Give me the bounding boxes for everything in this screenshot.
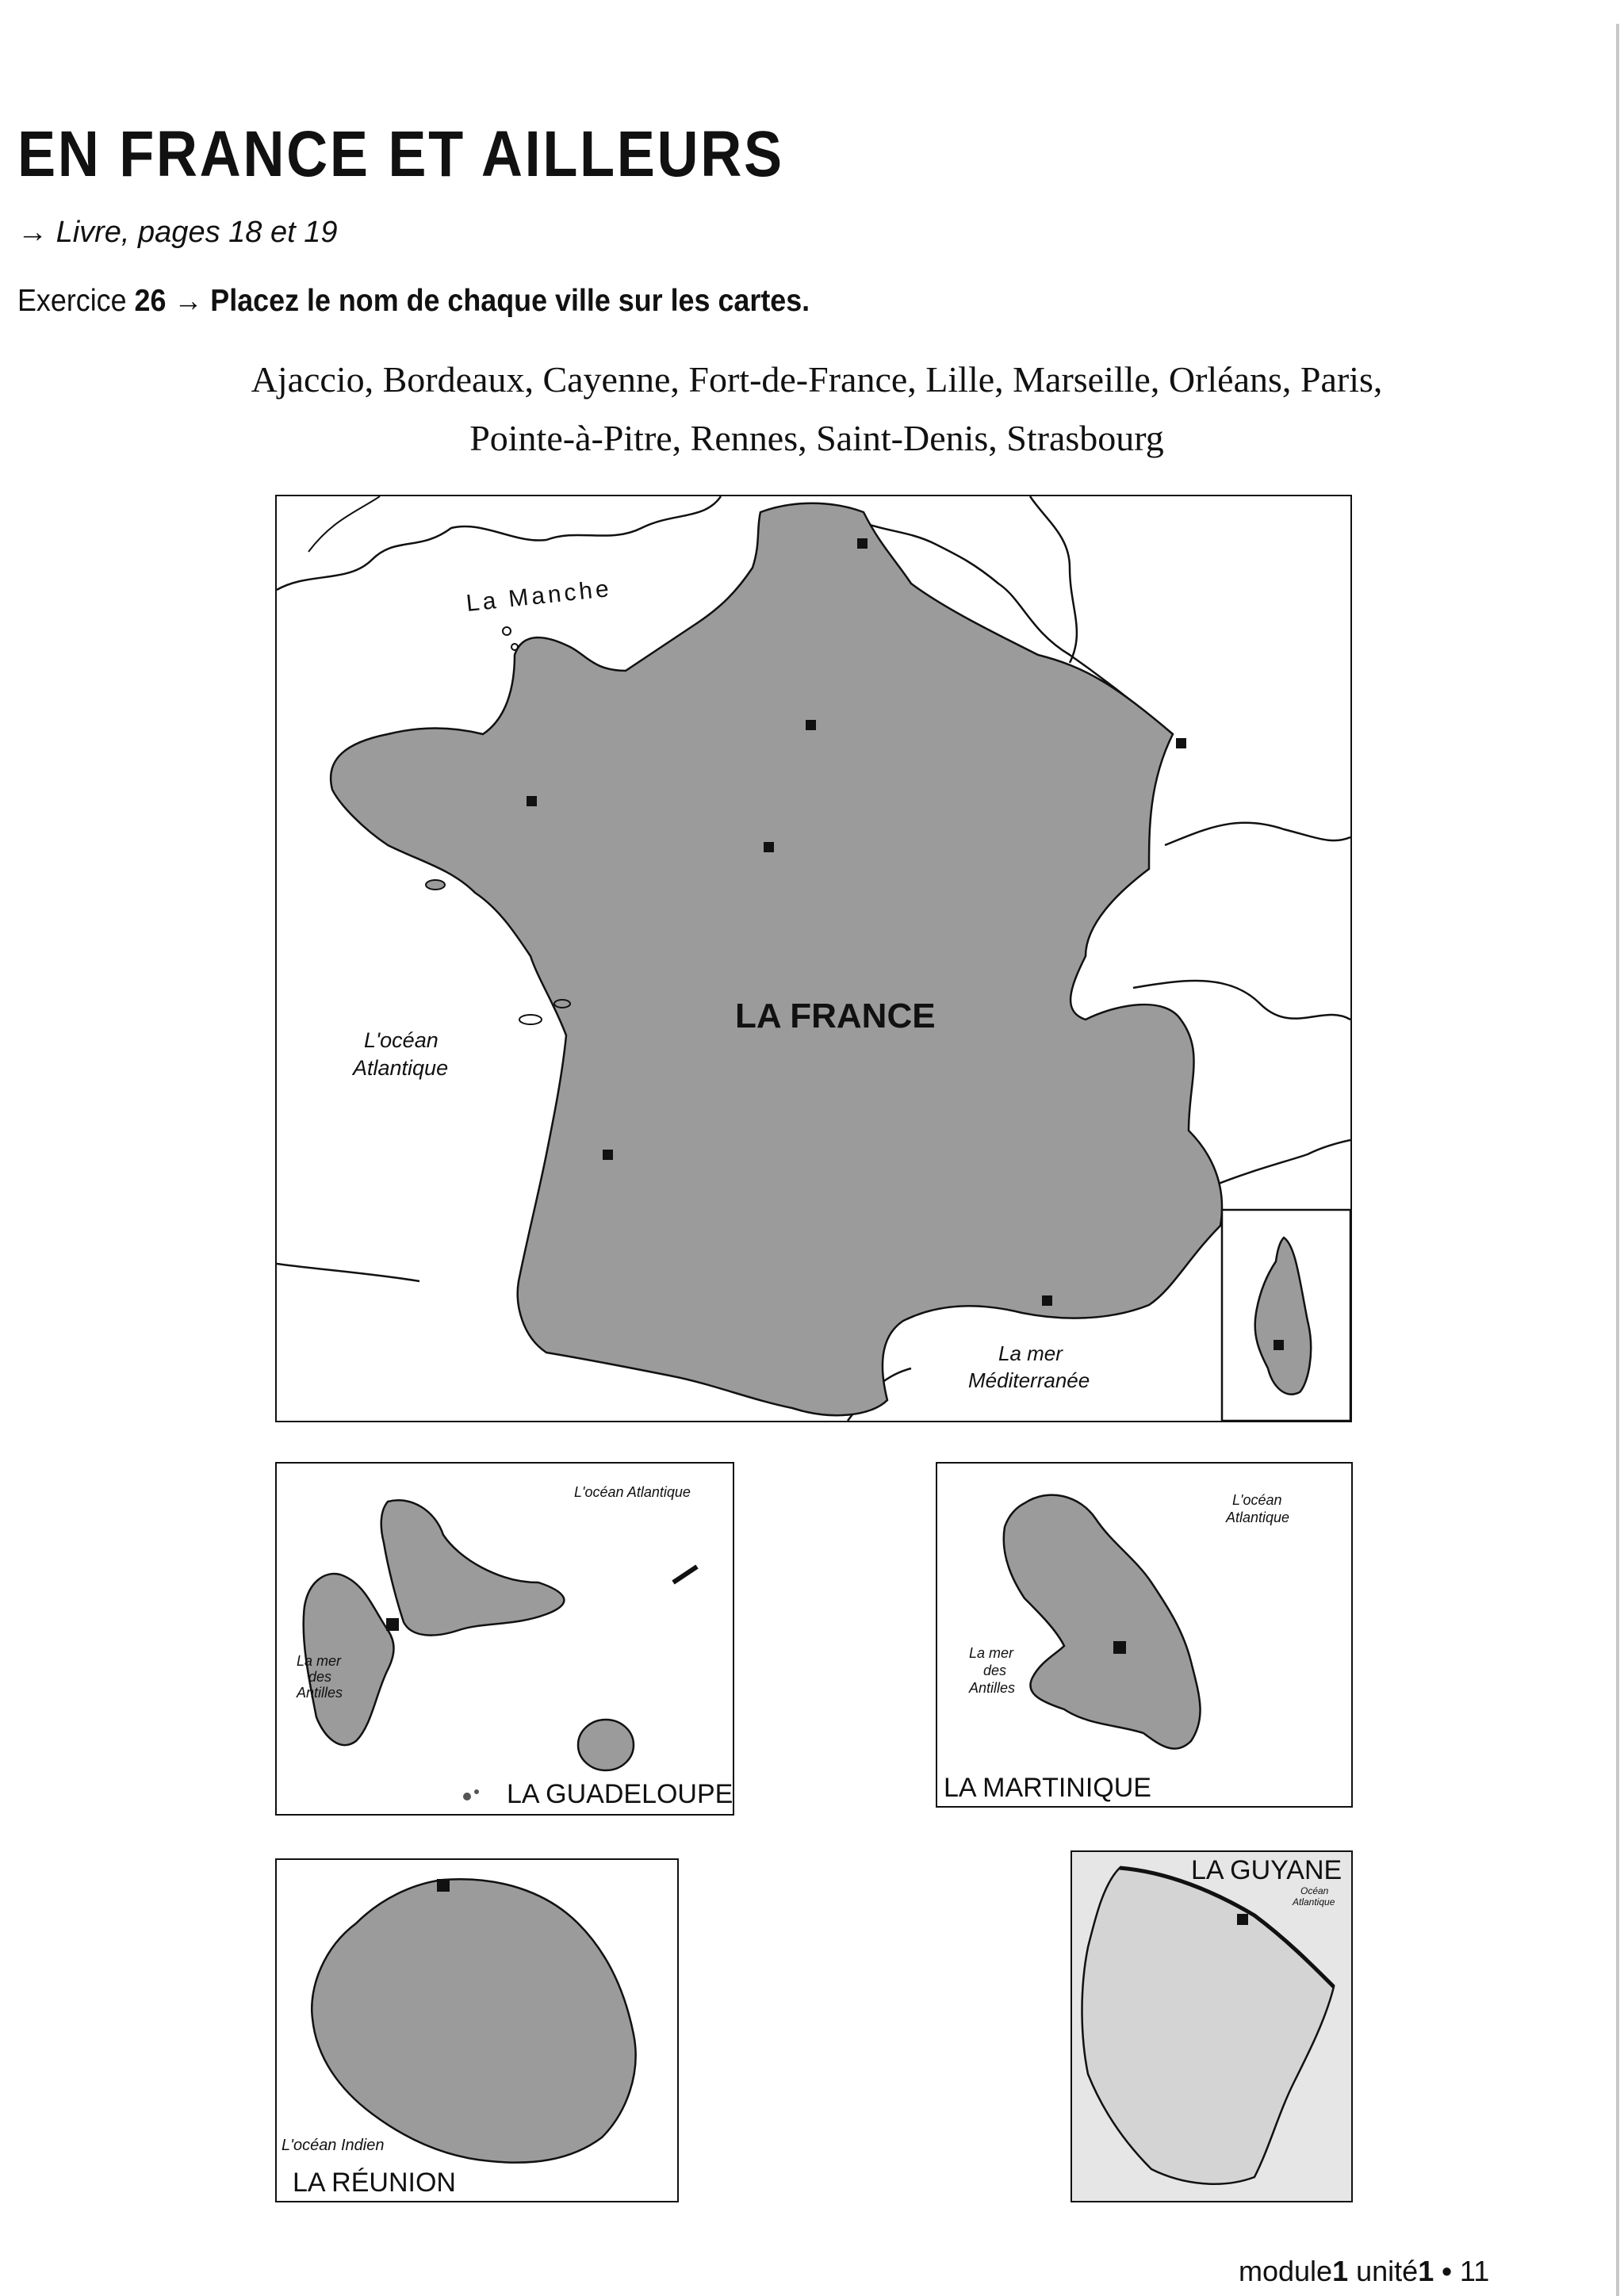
martinique-map-drawing [937, 1464, 1351, 1806]
reunion-name: LA RÉUNION [293, 2168, 456, 2198]
city-marker-lille [857, 538, 868, 549]
city-marker-strasbourg [1176, 738, 1186, 748]
france-mainland-shape [331, 503, 1222, 1415]
guadeloupe-name: LA GUADELOUPE [507, 1779, 733, 1809]
france-country-label: LA FRANCE [735, 997, 936, 1035]
map-martinique [936, 1462, 1353, 1808]
guadeloupe-sea-label-2: des [308, 1669, 332, 1685]
guyane-ocean-label-2: Atlantique [1293, 1896, 1335, 1908]
france-map-drawing [277, 496, 1350, 1421]
map-guyane [1071, 1850, 1353, 2202]
arrow-right-icon: → [17, 216, 48, 249]
spain-coast-north [277, 1264, 419, 1281]
martinique-ocean-label-1: L'océan [1232, 1492, 1282, 1508]
exercise-instruction: Placez le nom de chaque ville sur les cartes. [210, 284, 810, 318]
atlantic-ocean-label-2: Atlantique [353, 1056, 449, 1080]
atlantic-ocean-label-1: L'océan [364, 1028, 439, 1052]
city-word-list [198, 350, 1435, 468]
city-marker-ajaccio [1274, 1340, 1284, 1350]
book-reference [17, 216, 337, 250]
guadeloupe-sea-label-1: La mer [297, 1653, 342, 1669]
city-marker-orleans [764, 842, 774, 852]
exercise-heading [17, 284, 810, 319]
martinique-sea-label-3: Antilles [969, 1680, 1016, 1696]
reunion-ocean-label: L'océan Indien [282, 2137, 385, 2154]
atlantic-island [426, 880, 445, 890]
page-footer [1239, 2255, 1489, 2288]
footer-module-number: 1 [1332, 2255, 1349, 2287]
reunion-shape [312, 1879, 635, 2162]
map-reunion [275, 1858, 679, 2202]
channel-island [503, 627, 511, 635]
bullet-icon: • [1442, 2255, 1452, 2287]
footer-unit-word: unité [1356, 2255, 1419, 2287]
city-marker-saint-denis [437, 1879, 450, 1892]
city-marker-marseille [1042, 1295, 1052, 1306]
uk-coastline [277, 496, 721, 590]
martinique-sea-label-1: La mer [969, 1645, 1014, 1661]
exercise-number: 26 [134, 284, 167, 318]
germany-border [1030, 496, 1077, 663]
mediterranean-label-2: Méditerranée [968, 1368, 1090, 1392]
channel-island [511, 644, 518, 650]
grande-terre-shape [381, 1500, 565, 1635]
city-marker-fort-de-france [1113, 1641, 1126, 1654]
martinique-ocean-label-2: Atlantique [1226, 1510, 1290, 1525]
channel-label: La Manche [465, 575, 614, 617]
page-number: 11 [1459, 2255, 1490, 2287]
city-marker-paris [806, 720, 816, 730]
map-guadeloupe [275, 1462, 734, 1816]
guadeloupe-ocean-label: L'océan Atlantique [574, 1484, 691, 1500]
uk-coastline-west [308, 496, 380, 552]
guadeloupe-map-drawing [277, 1464, 733, 1814]
guyane-map-drawing [1072, 1852, 1351, 2201]
guadeloupe-sea-label-3: Antilles [297, 1685, 343, 1701]
arrow-right-icon: → [174, 284, 203, 318]
exercise-label: Exercice [17, 284, 127, 318]
city-list-line-1: Ajaccio, Bordeaux, Cayenne, Fort-de-France, Lille, Marseille, Orléans, Paris, [251, 359, 1383, 400]
martinique-sea-label-2: des [983, 1663, 1007, 1678]
reunion-map-drawing [277, 1860, 677, 2201]
book-reference-text: Livre, pages 18 et 19 [56, 216, 338, 249]
martinique-name: LA MARTINIQUE [944, 1773, 1151, 1803]
page-title: EN FRANCE ET AILLEURS [17, 118, 784, 190]
map-france [275, 495, 1352, 1422]
city-marker-cayenne [1237, 1914, 1248, 1925]
city-list-line-2: Pointe-à-Pitre, Rennes, Saint-Denis, Strasbourg [469, 418, 1164, 458]
les-saintes-shape [463, 1793, 471, 1800]
switzerland-border-north [1165, 823, 1350, 845]
city-marker-pointe-a-pitre [386, 1618, 399, 1631]
footer-unit-number: 1 [1418, 2255, 1434, 2287]
page-edge-shadow [1616, 24, 1619, 2296]
martinique-shape [1004, 1495, 1201, 1749]
atlantic-island [519, 1015, 542, 1024]
city-marker-bordeaux [603, 1150, 613, 1160]
les-saintes-shape [474, 1789, 479, 1794]
guyane-ocean-label-1: Océan [1300, 1885, 1329, 1896]
italy-coast [1212, 1140, 1350, 1186]
guyane-name: LA GUYANE [1191, 1855, 1342, 1885]
marie-galante-shape [578, 1720, 634, 1770]
mediterranean-label-1: La mer [998, 1341, 1063, 1365]
footer-module-word: module [1239, 2255, 1333, 2287]
la-desirade-shape [673, 1567, 697, 1582]
city-marker-rennes [527, 796, 537, 806]
